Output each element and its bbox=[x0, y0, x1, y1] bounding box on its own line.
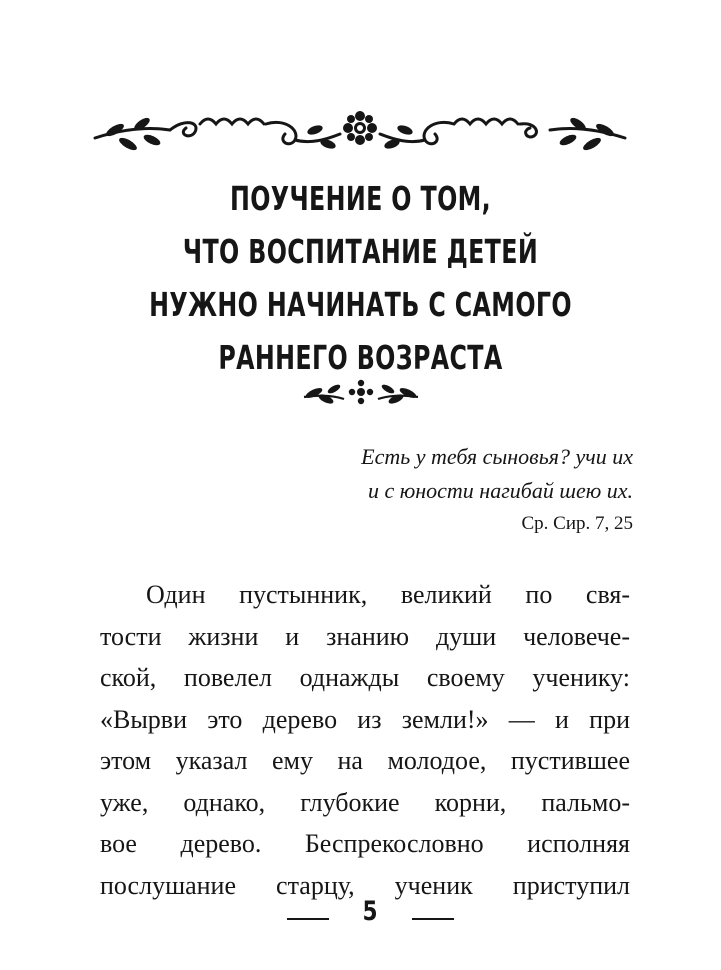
body-line: ской, повелел однажды своему ученику: bbox=[100, 663, 630, 692]
floral-divider-icon bbox=[90, 100, 630, 160]
footer-rule-right bbox=[412, 918, 454, 920]
body-line: уже, однако, глубокие корни, пальмо- bbox=[100, 787, 630, 817]
page-number: 5 bbox=[362, 896, 378, 927]
epigraph-line: Есть у тебя сыновья? учи их bbox=[361, 444, 633, 469]
chapter-title bbox=[144, 172, 577, 384]
body-line: Один пустынник, великий по свя- bbox=[146, 580, 630, 609]
body-line: «Вырви это дерево из земли!» — и при bbox=[100, 704, 630, 734]
body-line: вое дерево. Беспрекословно исполняя bbox=[100, 829, 630, 858]
title-line: РАННЕГО ВОЗРАСТА bbox=[218, 338, 503, 377]
title-line: ЧТО ВОСПИТАНИЕ ДЕТЕЙ bbox=[182, 232, 539, 271]
body-paragraph bbox=[100, 574, 630, 906]
body-line: послушание старцу, ученик приступил bbox=[100, 870, 630, 900]
footer-rule-left bbox=[287, 918, 329, 920]
body-line: тости жизни и знанию души человече- bbox=[100, 621, 630, 651]
epigraph bbox=[233, 440, 633, 540]
title-line: ПОУЧЕНИЕ О ТОМ, bbox=[229, 179, 492, 218]
floral-divider-small-icon bbox=[300, 375, 422, 409]
epigraph-line: и с юности нагибай шею их. bbox=[367, 478, 633, 503]
page-footer bbox=[0, 892, 721, 942]
body-line: этом указал ему на молодое, пустившее bbox=[100, 746, 630, 775]
title-line: НУЖНО НАЧИНАТЬ С САМОГО bbox=[149, 285, 572, 324]
epigraph-reference: Ср. Сир. 7, 25 bbox=[521, 513, 633, 534]
